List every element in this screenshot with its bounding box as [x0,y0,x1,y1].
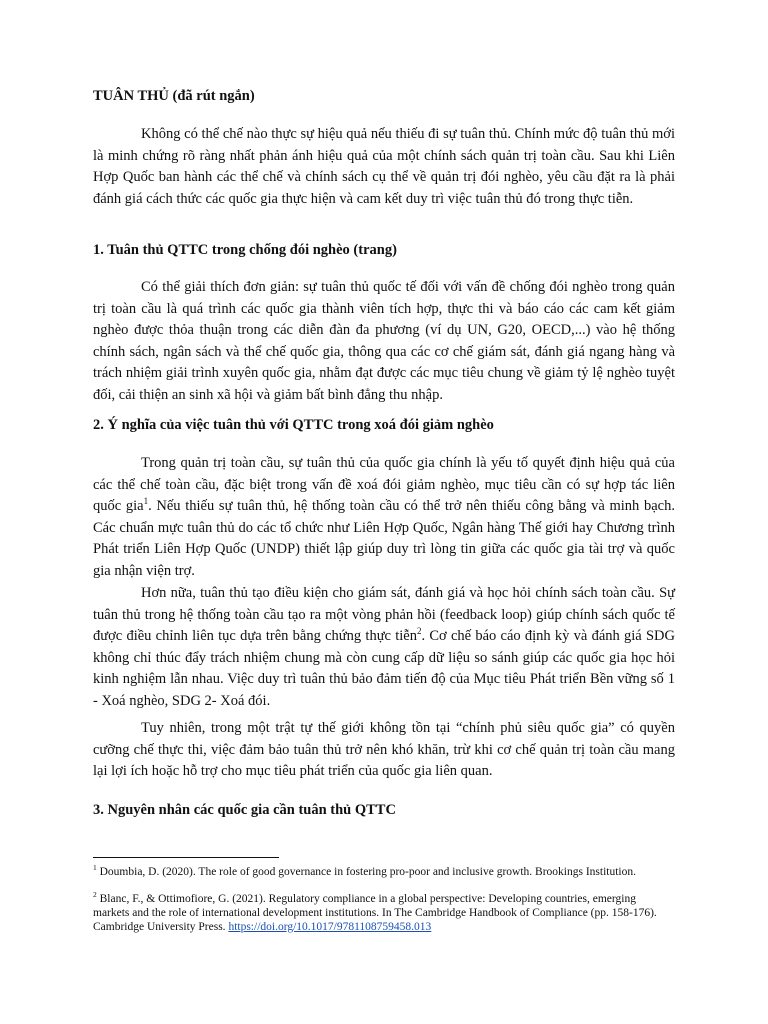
section-1-paragraph: Có thể giải thích đơn giản: sự tuân thủ quốc tế đối với vấn đề chống đói nghèo trong quản trị toàn cầu là quá trình các quốc gia thành viên tích hợp, thực thi và báo cáo các cam kết giảm nghèo được thỏa thuận trong các diễn đàn đa phương (ví dụ UN, G20, OECD,...) vào hệ thống chính sách, ngân sách và thể chế quốc gia, thông qua các cơ chế giám sát, đánh giá ngang hàng và trách nhiệm giải trình xuyên quốc gia, nhằm đạt được các mục tiêu chung về giảm tỷ lệ nghèo tuyệt đối, cải thiện an sinh xã hội và giảm bất bình đẳng thu nhập. [93,279,675,403]
footnote-text: Doumbia, D. (2020). The role of good governance in fostering pro-poor and inclusive growth. Brookings Institution. [96,866,636,878]
footnote-separator [93,857,279,858]
paragraph-text: . Nếu thiếu sự tuân thủ, hệ thống toàn cầu có thể trở nên thiếu công bằng và minh bạch. Các chuẩn mực tuân thủ do các tổ chức như Liên Hợp Quốc, Ngân hàng Thế giới hay Chương trình Phát triển Liên Hợp Quốc (UNDP) thiết lập giúp duy trì lòng tin giữa các quốc gia tài trợ và quốc gia nhận viện trợ. [93,498,675,579]
footnote-number: 1 [93,863,97,873]
section-2-paragraph-3: Tuy nhiên, trong một trật tự thế giới không tồn tại “chính phủ siêu quốc gia” có quyền cưỡng chế thực thi, việc đảm bảo tuân thủ trở nên khó khăn, trừ khi cơ chế quản trị toàn cầu mang lại lợi ích hoặc hỗ trợ cho mục tiêu phát triển của quốc gia liên quan. [93,720,675,779]
section-1-heading: 1. Tuân thủ QTTC trong chống đói nghèo (trang) [93,242,397,258]
document-title: TUÂN THỦ (đã rút ngắn) [93,88,255,104]
intro-paragraph: Không có thể chế nào thực sự hiệu quả nếu thiếu đi sự tuân thủ. Chính mức độ tuân thủ mới là minh chứng rõ ràng nhất phản ánh hiệu quả của một chính sách quản trị toàn cầu. Sau khi Liên Hợp Quốc ban hành các thể chế và chính sách cụ thể về quản trị đói nghèo, yêu cầu đặt ra là phải đánh giá cách thức các quốc gia thực hiện và cam kết duy trì việc tuân thủ đó trong thực tiễn. [93,126,675,207]
footnote-number: 2 [93,890,97,900]
paragraph-text: Trong quản trị toàn cầu, sự tuân thủ của quốc gia chính là yếu tố quyết định hiệu quả của các thể chế toàn cầu, đặc biệt trong vấn đề xoá đói giảm nghèo, mục tiêu cần có sự hợp tác liên quốc gia [93,455,675,514]
section-2-paragraph-1 [93,453,675,582]
paragraph-text: Hơn nữa, tuân thủ tạo điều kiện cho giám sát, đánh giá và học hỏi chính sách toàn cầu. Sự tuân thủ trong hệ thống toàn cầu tạo ra một vòng phản hồi (feedback loop) giúp chính sách quốc tế được điều chỉnh liên tục dựa trên bằng chứng thực tiễn [93,585,675,644]
section-2-paragraph-2 [93,583,675,712]
footnote-ref-1[interactable]: 1 [143,496,149,507]
footnote-2 [93,890,658,934]
doi-link[interactable]: https://doi.org/10.1017/9781108759458.013 [228,920,432,933]
paragraph-text: . Cơ chế báo cáo định kỳ và đánh giá SDG không chỉ thúc đẩy trách nhiệm chung mà còn cung cấp dữ liệu so sánh giúp các quốc gia học hỏi kinh nghiệm lẫn nhau. Việc duy trì tuân thủ bảo đảm tiến độ của Mục tiêu Phát triển Bền vững số 1 - Xoá nghèo, SDG 2- Xoá đói. [93,628,675,709]
section-2-heading: 2. Ý nghĩa của việc tuân thủ với QTTC trong xoá đói giảm nghèo [93,417,494,433]
footnote-ref-2[interactable]: 2 [416,626,422,637]
footnote-text: Blanc, F., & Ottimofiore, G. (2021). Regulatory compliance in a global perspective: Developing countries, emerging markets and the role of international development institutions. In The Cambridge Handbook of Compliance (pp. 158-176). Cambridge University Press. [93,893,657,933]
footnote-1 [93,863,658,880]
section-3-heading: 3. Nguyên nhân các quốc gia cần tuân thủ QTTC [93,802,396,818]
